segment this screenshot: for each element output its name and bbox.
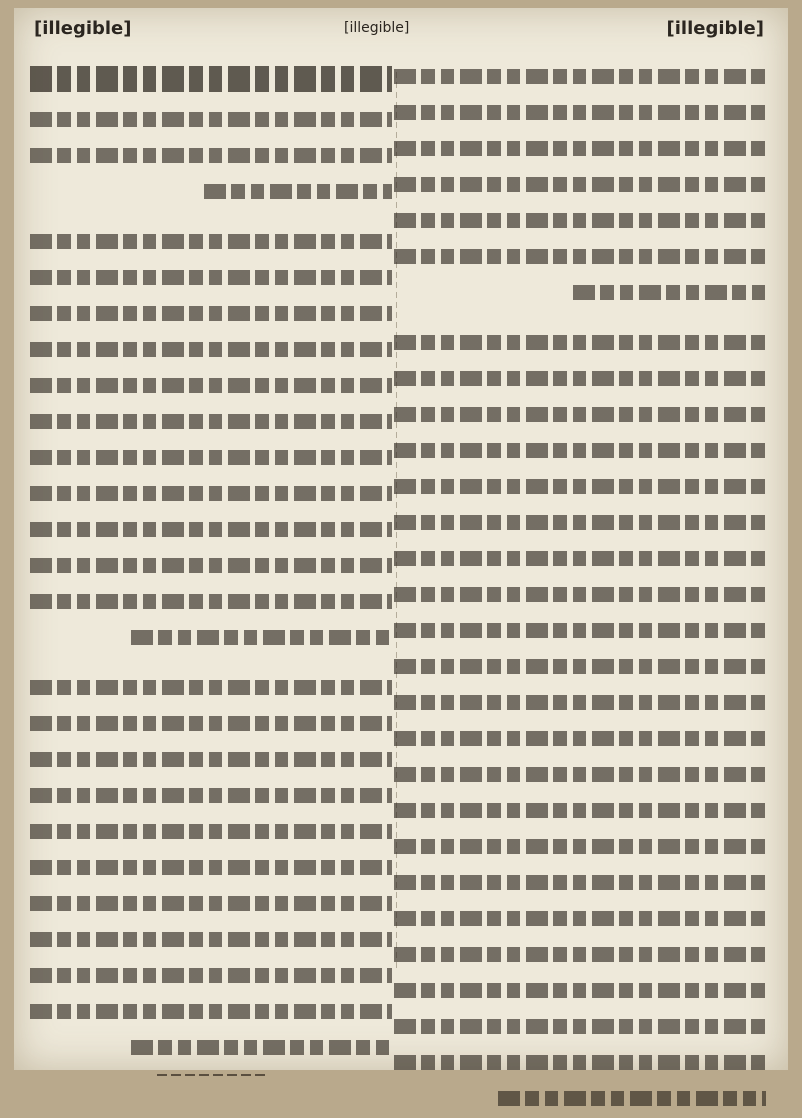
text-line bbox=[30, 477, 392, 510]
text-line bbox=[30, 103, 392, 136]
text-line bbox=[394, 794, 766, 827]
text-line bbox=[394, 1010, 766, 1043]
text-line bbox=[30, 923, 392, 956]
text-line bbox=[30, 261, 392, 294]
text-line bbox=[30, 225, 392, 258]
text-line bbox=[30, 549, 392, 582]
text-line bbox=[394, 650, 766, 683]
text-line bbox=[394, 542, 766, 575]
text-line bbox=[131, 1031, 392, 1064]
text-line bbox=[573, 276, 766, 309]
text-line bbox=[394, 240, 766, 273]
section-separator bbox=[30, 1067, 392, 1083]
text-line bbox=[394, 1046, 766, 1079]
text-line bbox=[30, 959, 392, 992]
text-line bbox=[30, 333, 392, 366]
text-line bbox=[394, 96, 766, 129]
text-line bbox=[394, 578, 766, 611]
right-column bbox=[394, 60, 766, 1118]
text-line bbox=[30, 139, 392, 172]
issue-date: [illegible] bbox=[34, 18, 132, 39]
text-line bbox=[30, 671, 392, 704]
running-title: [illegible] bbox=[344, 20, 410, 36]
document-page bbox=[14, 8, 788, 1070]
text-line bbox=[30, 779, 392, 812]
text-line bbox=[394, 60, 766, 93]
text-line bbox=[30, 995, 392, 1028]
text-line bbox=[394, 204, 766, 237]
text-line bbox=[394, 902, 766, 935]
text-line bbox=[394, 398, 766, 431]
text-line bbox=[394, 686, 766, 719]
text-line bbox=[30, 513, 392, 546]
text-line bbox=[394, 830, 766, 863]
text-line bbox=[394, 506, 766, 539]
text-line bbox=[30, 707, 392, 740]
text-line bbox=[394, 866, 766, 899]
text-line bbox=[394, 974, 766, 1007]
text-line bbox=[394, 470, 766, 503]
text-line bbox=[30, 851, 392, 884]
text-line bbox=[30, 585, 392, 618]
text-line bbox=[394, 614, 766, 647]
text-line bbox=[30, 887, 392, 920]
article-heading-line bbox=[30, 60, 392, 100]
text-line bbox=[30, 369, 392, 402]
text-line bbox=[498, 1082, 766, 1115]
text-line bbox=[30, 441, 392, 474]
text-line bbox=[30, 815, 392, 848]
text-line bbox=[394, 722, 766, 755]
text-line bbox=[30, 297, 392, 330]
text-line bbox=[394, 938, 766, 971]
text-line bbox=[394, 434, 766, 467]
text-line bbox=[30, 405, 392, 438]
text-line bbox=[394, 168, 766, 201]
text-line bbox=[204, 175, 392, 208]
text-line bbox=[394, 362, 766, 395]
text-line bbox=[30, 743, 392, 776]
left-column bbox=[30, 60, 392, 1083]
text-line bbox=[394, 132, 766, 165]
page-number: [illegible] bbox=[666, 18, 764, 39]
text-line bbox=[131, 621, 392, 654]
text-line bbox=[394, 326, 766, 359]
page-header bbox=[14, 14, 788, 48]
text-line bbox=[394, 758, 766, 791]
